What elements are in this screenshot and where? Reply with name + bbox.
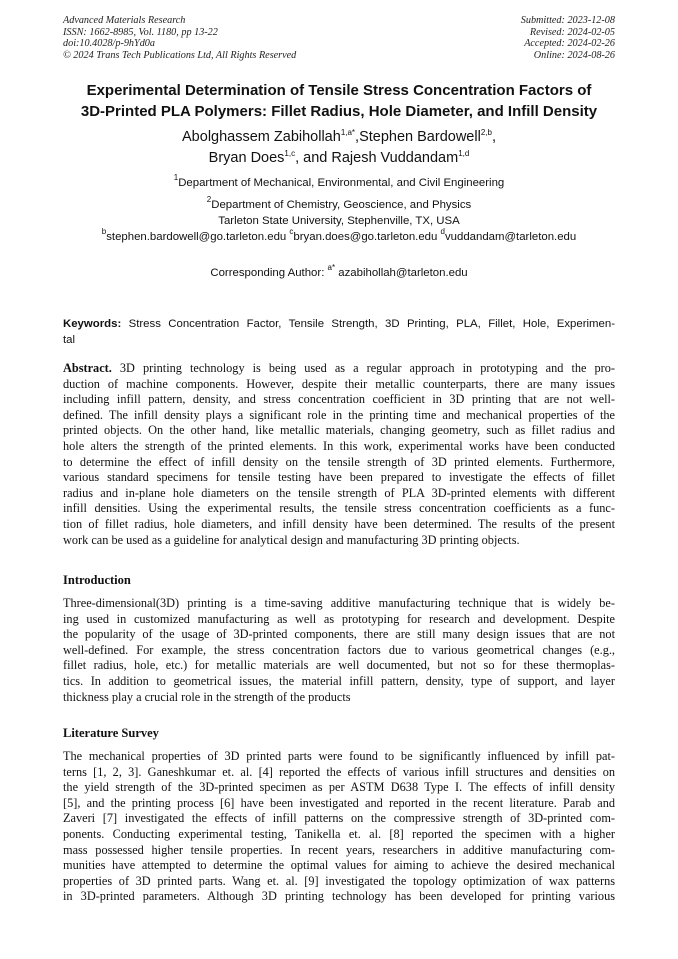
- introduction-body: [63, 596, 615, 705]
- lit-line-6: ponents. Conducting experimental testing, Tanikella et. al. [8] reported the specimen with a higher: [63, 826, 615, 841]
- intro-line-6: tics. In addition to geometrical issues, the material infill pattern, density, type of support, and layer: [63, 673, 615, 688]
- lit-line-5: Zaveri [7] investigated the effects of infill patterns on the compressive strength of 3D-printed com-: [63, 811, 615, 826]
- corresponding-label: Corresponding Author:: [210, 267, 328, 279]
- email-d-sup: d: [440, 227, 445, 236]
- lit-line-4: [5], and the printing process [6] have been investigated and reported in the recent literature. Parab and: [63, 795, 615, 810]
- lit-line-8: munities have attempted to determine the optimal values for aiming to achieve the desired mechanical: [63, 858, 615, 873]
- abstract-line-12: work can be used as a guideline for analytical design and manufacturing 3D printing objects.: [63, 532, 520, 547]
- author-1-sup: 1,a*: [340, 128, 356, 137]
- email-b-sup: b: [101, 227, 107, 236]
- lit-line-10: in 3D-printed parameters. Although 3D printing technology has been developed for printing various: [63, 889, 615, 904]
- author-separator: , and: [295, 150, 332, 166]
- email-vuddandam[interactable]: vuddandam@tarleton.edu: [444, 231, 577, 243]
- abstract-line-1: 3D printing technology is being used as a regular approach in prototyping and the pro-: [111, 361, 615, 375]
- date-online: Online: 2024-08-26: [533, 49, 615, 61]
- author-4-name: Rajesh Vuddandam: [331, 150, 459, 166]
- affiliation-2-sup: 2: [206, 195, 212, 204]
- affiliation-2: [40, 197, 638, 245]
- affiliation-1-text: Department of Mechanical, Environmental, and Civil Engineering: [178, 177, 505, 189]
- intro-line-2: ing used in customized manufacturing as well as prototyping for research and development. Despite: [63, 611, 615, 626]
- date-accepted: Accepted: 2024-02-26: [524, 38, 615, 49]
- affiliation-2-text: Department of Chemistry, Geoscience, and Physics: [211, 199, 472, 211]
- section-heading-introduction: Introduction: [63, 573, 131, 587]
- keywords-line-2: tal: [63, 334, 76, 346]
- author-line-1: Abolghassem Zabihollah$^{1,a*}$,Stephen Bardowell$^{2,b}$,: [182, 128, 496, 145]
- abstract-line-4: defined. The infill density plays a significant role in the printing time and mechanical properties of the: [63, 407, 615, 422]
- author-3-name: Bryan Does: [208, 150, 285, 166]
- date-revised: Revised: 2024-02-05: [529, 26, 615, 38]
- corresponding-email[interactable]: azabihollah@tarleton.edu: [338, 267, 468, 279]
- abstract-line-11: tion of fillet radius, hole diameters, and infill density have been determined. The results of the present: [63, 516, 615, 531]
- abstract: [63, 361, 615, 548]
- lit-line-7: mass possessed higher tensile properties. In recent years, researchers in additive manufacturing com-: [63, 842, 615, 857]
- lit-line-3: the yield strength of the 3D-printed specimen as per ASTM D638 Type I. The effects of infill density: [63, 780, 615, 795]
- abstract-line-2: duction of machine components. However, despite their metallic counterparts, there are many issues: [63, 376, 615, 391]
- abstract-line-5: printed objects. On the other hand, like metallic materials, changing geometry, such as fillet radius and: [63, 423, 615, 438]
- intro-line-4: well-defined. For example, the stress concentration factors due to various geometrical changes (e.g.,: [63, 642, 615, 657]
- corresponding-sup: a*: [327, 263, 336, 272]
- intro-line-1: Three-dimensional(3D) printing is a time-saving additive manufacturing technique that is widely be-: [63, 596, 615, 610]
- journal-name: Advanced Materials Research: [63, 15, 186, 26]
- abstract-label: Abstract.: [63, 361, 112, 375]
- journal-header-right: [521, 15, 615, 61]
- author-2-name: Stephen Bardowell: [359, 129, 481, 145]
- journal-header-left: [63, 15, 296, 61]
- intro-line-7: thickness play a crucial role in the strength of the products: [63, 689, 351, 704]
- email-c-sup: c: [289, 227, 294, 236]
- intro-line-5: fillet radius, hole, etc.) for metallic materials are well documented, but not so for these thermoplas-: [63, 658, 615, 673]
- abstract-line-8: various standard specimens for tensile testing have been prepared to investigate the effects of fillet: [63, 470, 615, 485]
- keywords-label: Keywords:: [63, 318, 122, 330]
- journal-doi: doi:10.4028/p-9hYd0a: [63, 38, 155, 49]
- email-bardowell[interactable]: stephen.bardowell@go.tarleton.edu: [106, 231, 287, 243]
- email-does[interactable]: bryan.does@go.tarleton.edu: [293, 231, 438, 243]
- intro-line-3: the popularity of the usage of 3D-printed components, there are still many design issues that are not: [63, 627, 615, 642]
- lit-line-2: terns [1, 2, 3]. Ganeshkumar et. al. [4] reported the effects of various infill structures and densities on: [63, 764, 615, 779]
- title-line-1: Experimental Determination of Tensile Stress Concentration Factors of: [86, 82, 592, 99]
- title-line-2: 3D-Printed PLA Polymers: Fillet Radius, Hole Diameter, and Infill Density: [80, 103, 598, 120]
- affiliation-1: [40, 175, 638, 191]
- lit-line-1: The mechanical properties of 3D printed parts were found to be significantly influenced by infill pat-: [63, 749, 615, 763]
- keywords-line-1: Stress Concentration Factor, Tensile Strength, 3D Printing, PLA, Fillet, Hole, Experimen-: [128, 318, 615, 330]
- affiliation-university: Tarleton State University, Stephenville, TX, USA: [218, 215, 460, 227]
- author-3-sup: 1,c: [284, 149, 296, 158]
- abstract-line-10: infill densities. Using the experimental results, the tensile stress concentration coefficients as a func-: [63, 501, 615, 516]
- author-4-sup: 1,d: [458, 149, 470, 158]
- abstract-line-6: hole alters the strength of the printed elements. In this work, experimental works have been conducted: [63, 438, 615, 453]
- abstract-line-7: to determine the effect of infill density on the tensile strength of 3D printed elements. Furthermore,: [63, 454, 615, 469]
- author-list: [40, 127, 638, 169]
- keywords: [63, 316, 615, 348]
- date-submitted: Submitted: 2023-12-08: [520, 15, 615, 26]
- lit-line-9: properties of 3D printed parts. Wang et. al. [9] investigated the topology optimization of wax patterns: [63, 873, 615, 888]
- abstract-line-3: including infill pattern, density, and stress concentration coefficient in 3D printing that are not well-: [63, 392, 615, 407]
- author-emails: [40, 229, 638, 245]
- author-2-sup: 2,b: [480, 128, 492, 137]
- author-line-2: [40, 148, 638, 169]
- author-1-name: Abolghassem Zabihollah: [182, 129, 341, 145]
- literature-body: [63, 749, 615, 905]
- journal-issn: ISSN: 1662-8985, Vol. 1180, pp 13-22: [63, 26, 218, 38]
- paper-title: [40, 80, 638, 122]
- section-heading-literature-survey: Literature Survey: [63, 726, 159, 740]
- journal-copyright: © 2024 Trans Tech Publications Ltd, All Rights Reserved: [63, 49, 297, 61]
- corresponding-author: [40, 265, 638, 281]
- affiliation-1-sup: 1: [173, 173, 179, 182]
- abstract-line-9: radius and in-plane hole diameters on the tensile strength of PLA 3D-printed elements with different: [63, 485, 615, 500]
